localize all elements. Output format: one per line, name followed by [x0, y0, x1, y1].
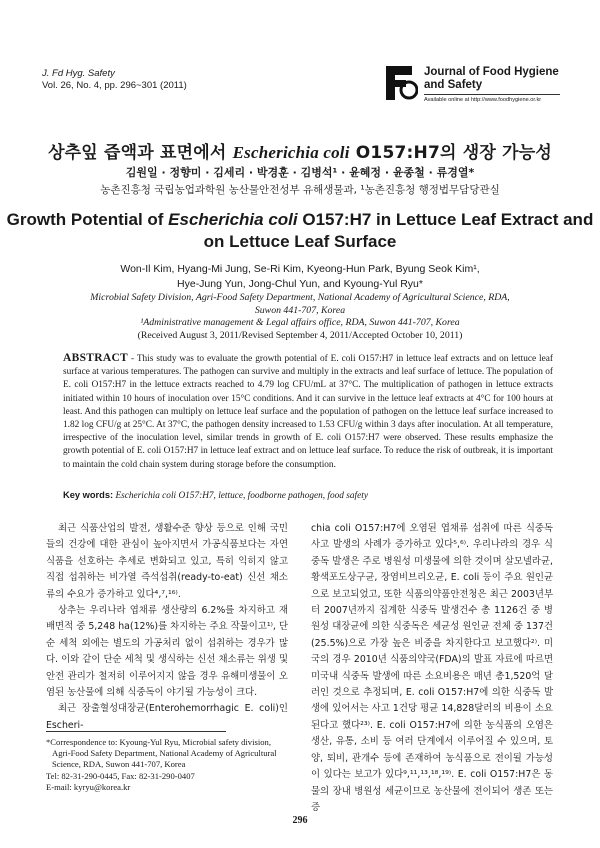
- abstract-label: ABSTRACT: [63, 352, 129, 364]
- abstract: [63, 352, 553, 472]
- journal-logo-icon: [382, 60, 418, 102]
- received-dates: (Received August 3, 2011/Revised September 4, 2011/Accepted October 10, 2011): [137, 329, 463, 341]
- affiliation-korean: 농촌진흥청 국립농업과학원 농산물안전성부 유해생물과, ¹농촌진흥청 행정법무담당관실: [100, 184, 500, 196]
- title-english-organism: Escherichia coli: [168, 210, 298, 229]
- body-paragraph: 상추는 우리나라 엽채류 생산량의 6.2%를 차지하고 재배면적 중 5,248 ha(12%)를 차지하는 주요 작물이고¹⁾, 단순 세척 외에는 별도의 가공처리 없이 섭취하는 경우가 많다. 이와 같이 단순 세척 및 생식하는 신선 채소류는 위생 및 안전 관리가 철저히 이루어지지 않을 경우 유해미생물이 오염된 농산물에 의해 식중독이 야기될 가능성이 크다.: [46, 605, 288, 699]
- affiliation-english: Microbial Safety Division, Agri-Food Safety Department, National Academy of Agricultural Science, RDA, Suwon 441-707, Korea ¹Administrative management & Legal affairs office, RDA, Suwon 441-707, Korea (Received August 3, 2011/Revised September 4, 2011/Accepted October 10, 2011): [0, 292, 600, 342]
- body-paragraph: chia coli O157:H7에 오염된 엽채류 섭취에 따른 식중독 사고 발생의 사례가 증가하고 있다⁵,⁶⁾. 우리나라의 경우 식중독 발생은 주로 병원성 미생물에 의한 것이며 살모넬라균, 황색포도상구균, 장염비브리오균, E. coli 등이 주요 원인균으로 보고되었고, 또한 식품의약품안전청은 최근 2003년부터 2007년까지 집계한 식중독 발생건수 총 1126건 중 병원성 대장균에 의한 식중독은 세균성 원인균 전체 중 137건(25.5%)으로 가장 높은 비중을 차지한다고 보고했다²⁾. 미국의 경우 2010년 식품의약국(FDA)의 발표 자료에 따르면 미국내 식중독 발생에 따른 소요비용은 매년 총1,520억 달러인 것으로 추정되며, E. coli O157:H7에 의한 식중독 발생에 있어서는 사고 1건당 평균 14,828달러의 비용이 소요된다고 했다²³⁾. E. coli O157:H7에 의한 농식품의 오염은 생산, 유통, 소비 등 여러 단계에서 이루어질 수 있으며, 토양, 퇴비, 관개수 등에 존재하여 농식품으로 전이될 가능성이 있다는 보고가 있다⁹,¹¹,¹³,¹⁸,¹⁹⁾. E. coli O157:H7은 동물의 장내 병원성 세균이므로 농산물에 전이되어 생존 또는 증: [311, 523, 553, 813]
- journal-abbrev: J. Fd Hyg. Safety: [42, 68, 115, 79]
- authors-english: Won-Il Kim, Hyang-Mi Jung, Se-Ri Kim, Kyeong-Hun Park, Byung Seok Kim¹, Hye-Jung Yun, Jong-Chul Yun, and Kyoung-Yul Ryu*: [120, 263, 480, 290]
- keywords: [63, 489, 553, 503]
- journal-name: Journal of Food Hygiene and Safety: [424, 66, 559, 91]
- body-column-right: [311, 521, 553, 816]
- journal-logo: [382, 58, 562, 108]
- body-paragraph: 최근 식품산업의 발전, 생활수준 향상 등으로 인해 국민들의 건강에 대한 관심이 높아지면서 가공식품보다는 자연식품을 선호하는 추세로 변화되고 있고, 특히 익히지 않고 직접 섭취하는 비가열 즉석섭취(ready-to-eat) 신선 채소류의 수요가 증가하고 있다⁴,⁷,¹⁶⁾.: [46, 523, 288, 600]
- body-column-left: [46, 521, 288, 734]
- body-paragraph: 최근 장출혈성대장균(Enterohemorrhagic E. coli)인 Escheri-: [46, 703, 288, 731]
- keywords-text: Escherichia coli O157:H7, lettuce, foodborne pathogen, food safety: [113, 491, 368, 501]
- title-korean-organism: Escherichia coli: [232, 143, 350, 162]
- keywords-label: Key words:: [63, 490, 114, 500]
- footnote-divider: [46, 731, 226, 732]
- title-english: Growth Potential of Escherichia coli O157:H7 in Lettuce Leaf Extract and on Lettuce Leaf Surface: [6, 210, 594, 251]
- correspondence-footnote: *Correspondence to: Kyoung-Yul Ryu, Microbial safety division, Agri-Food Safety Department, National Academy of Agricultural Science, RDA, Suwon 441-707, Korea Tel: 82-31-290-0445, Fax: 82-31-290-0407 E-mail: kyryu@korea.kr: [46, 737, 277, 792]
- title-korean: 상추잎 즙액과 표면에서 Escherichia coli O157:H7의 생장 가능성: [48, 143, 552, 163]
- journal-citation: [42, 68, 187, 92]
- page-number: 296: [292, 815, 308, 826]
- abstract-text: - This study was to evaluate the growth potential of E. coli O157:H7 in lettuce leaf extracts and on lettuce leaf surface at various temperatures. The pathogen can survive and multiply in the extracts and leaf surface of lettuce. The population of E. coli O157:H7 in the lettuce extracts reached to 4.79 log CFU/mL at 37°C. The multiplication of pathogen in lettuce extracts initiated within 10 hours of inoculation over 15°C conditions. And it can survive in the lettuce leaf extracts at 4°C for 100 hours at least. And this pathogen can multiply on lettuce leaf surface and the population of pathogen on the lettuce leaf surface increased to 1.82 log CFU/g at 25°C. At 37°C, the pathogen density increased to 1.53 CFU/g within 3 days after inoculation. At all temperature, irrespective of the inoculation level, similar trends in growth of E. coli O157:H7 were observed. These results emphasize the growth potential of E. coli O157:H7 in lettuce leaf extract and on lettuce leaf surface. To reduce the risk of outbreak, it is important to maintain the cold chain system during storage before the consumption.: [63, 354, 553, 470]
- authors-korean: 김원일 · 정향미 · 김세리 · 박경훈 · 김병석¹ · 윤혜정 · 윤종철 · 류경열*: [125, 166, 475, 179]
- journal-online-url: Available online at http://www.foodhygiene.or.kr: [424, 97, 542, 103]
- journal-volume: Vol. 26, No. 4, pp. 296~301 (2011): [42, 80, 187, 91]
